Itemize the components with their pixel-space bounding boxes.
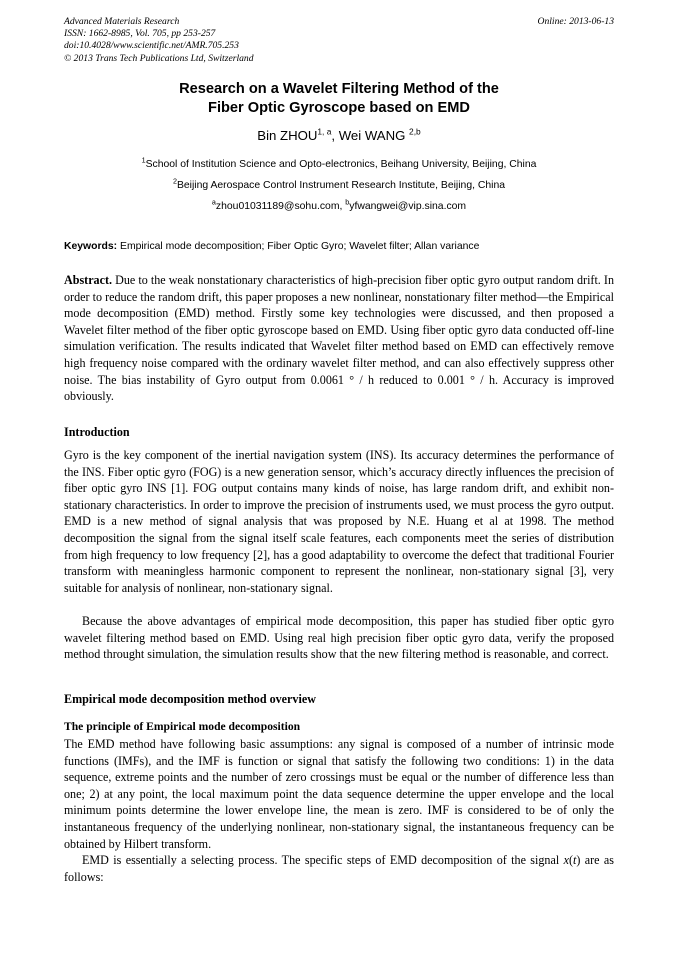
email-1-marker: a bbox=[211, 197, 216, 207]
emd-paragraph-2-part-b: are as follows: bbox=[64, 853, 614, 884]
abstract-text: Due to the weak nonstationary characteristics of high-precision fiber optic gyro output random drift. In order to reduce the random drift, this paper proposes a new nonlinear, nonstationary filter method—the Empirical mode decomposition (EMD) method. Firstly some key technologies were discussed, and then proposed a Wavelet filter method of the fiber optic gyroscope based on EMD. Using fiber optic gyro data conducted off-line simulation verification. The results indicated that Wavelet filter method based on EMD can effectively remove high frequency noise compared with the ordinary wavelet filter method, and can also effectively suppress other noise. The bias instability of Gyro output from 0.0061 ° / h reduced to 0.001 ° / h. Accuracy is improved obviously. bbox=[64, 273, 614, 404]
email-2-marker: b bbox=[345, 197, 350, 207]
emd-paragraph-1: The EMD method have following basic assumptions: any signal is composed of a number of intrinsic mode functions (IMFs), and the IMF is function or signal that satisfy the following two conditions: 1) in the data sequence, extreme points and the number of zero crossings must be equal or the number of difference less than one; 2) at any point, the local maximum point the data sequence determine the upper envelope and the local minimum points determine the lower envelope line, the mean is zero. IMF is considered to be of only the instantaneous frequency of the underlying nonlinear, non-stationary signal, the instantaneous frequency can be obtained by Hilbert transform. bbox=[64, 737, 614, 851]
online-date: Online: 2013-06-13 bbox=[537, 16, 614, 27]
affiliation-2-text: Beijing Aerospace Control Instrument Research Institute, Beijing, China bbox=[176, 179, 506, 191]
affiliation-2-marker: 2 bbox=[172, 176, 177, 186]
author-1-name: Bin ZHOU bbox=[257, 128, 318, 143]
author-1-superscript: 1, a bbox=[317, 126, 332, 137]
abstract-label: Abstract. bbox=[64, 273, 113, 287]
math-variable-t: t bbox=[573, 853, 577, 867]
emd-paragraph-2-part-a: EMD is essentially a selecting process. The specific steps of EMD decomposition of the signal bbox=[82, 853, 564, 867]
author-separator: , bbox=[331, 128, 339, 143]
masthead-top-row bbox=[64, 16, 614, 28]
emd-paragraph-2 bbox=[64, 852, 614, 885]
affiliation-1-marker: 1 bbox=[141, 155, 146, 165]
keywords-text: Empirical mode decomposition; Fiber Optic Gyro; Wavelet filter; Allan variance bbox=[117, 241, 480, 252]
page-title bbox=[64, 80, 614, 118]
author-emails bbox=[50, 197, 628, 218]
affiliation-1-text: School of Institution Science and Opto-electronics, Beihang University, Beijing, China bbox=[145, 159, 537, 170]
email-1-address: zhou01031189@sohu.com, bbox=[215, 200, 346, 212]
email-2-address: yfwangwei@vip.sina.com bbox=[349, 200, 467, 212]
issn-line: ISSN: 1662-8985, Vol. 705, pp 253-257 bbox=[64, 28, 216, 40]
affiliation-1 bbox=[50, 155, 628, 176]
title-line-2: Fiber Optic Gyroscope based on EMD bbox=[208, 100, 470, 116]
journal-name: Advanced Materials Research bbox=[64, 16, 180, 27]
author-list bbox=[64, 127, 614, 144]
copyright-line: © 2013 Trans Tech Publications Ltd, Switzerland bbox=[64, 52, 254, 64]
math-paren-close: ) bbox=[576, 853, 581, 867]
abstract-block bbox=[64, 272, 614, 405]
affiliation-block bbox=[50, 155, 628, 217]
introduction-heading: Introduction bbox=[64, 425, 130, 439]
keywords-line bbox=[64, 240, 614, 254]
masthead-detail-lines bbox=[64, 28, 614, 65]
introduction-paragraph-2: Because the above advantages of empirical mode decomposition, this paper has studied fiber optic gyro wavelet filtering method based on EMD. Using real high precision fiber optic gyro data, verify the proposed method throught simulation, the simulation results show that the new filtering method is reasonable, and correct. bbox=[64, 614, 614, 662]
introduction-paragraph-1: Gyro is the key component of the inertial navigation system (INS). Its accuracy determines the performance of the INS. Fiber optic gyro (FOG) is a new generation sensor, which’s accuracy directly influences the precision of fiber optic gyro INS [1]. FOG output contains many kinds of noise, has large random drift, and exhibit non-stationary characteristics. In order to improve the precision of instruments used, we must process the gyro output. EMD is a new method of signal analysis that was proposed by N.E. Huang et al at 1998. The method decomposition the signal from the signal itself scale features, each components meet the series of distribution from high frequency to low frequency [2], has a good adaptability to overcome the defect that traditional Fourier transform with meaningless harmonic component to represent the nonlinear, non-stationary signal [3], very suitable for analysis of nonlinear, non-stationary signal. bbox=[64, 448, 614, 595]
masthead bbox=[64, 16, 614, 65]
emd-subsection-heading: The principle of Empirical mode decomposition bbox=[64, 720, 301, 733]
author-2-superscript: 2,b bbox=[409, 126, 421, 137]
doi-line: doi:10.4028/www.scientific.net/AMR.705.253 bbox=[64, 40, 239, 52]
title-line-1: Research on a Wavelet Filtering Method of the bbox=[179, 81, 499, 97]
emd-section-heading: Empirical mode decomposition method overview bbox=[64, 692, 316, 706]
math-paren-open: ( bbox=[568, 853, 573, 867]
affiliation-2 bbox=[50, 176, 628, 197]
math-variable-x: x bbox=[563, 853, 569, 867]
keywords-label: Keywords: bbox=[64, 241, 118, 252]
author-2-name: Wei WANG bbox=[338, 128, 410, 143]
